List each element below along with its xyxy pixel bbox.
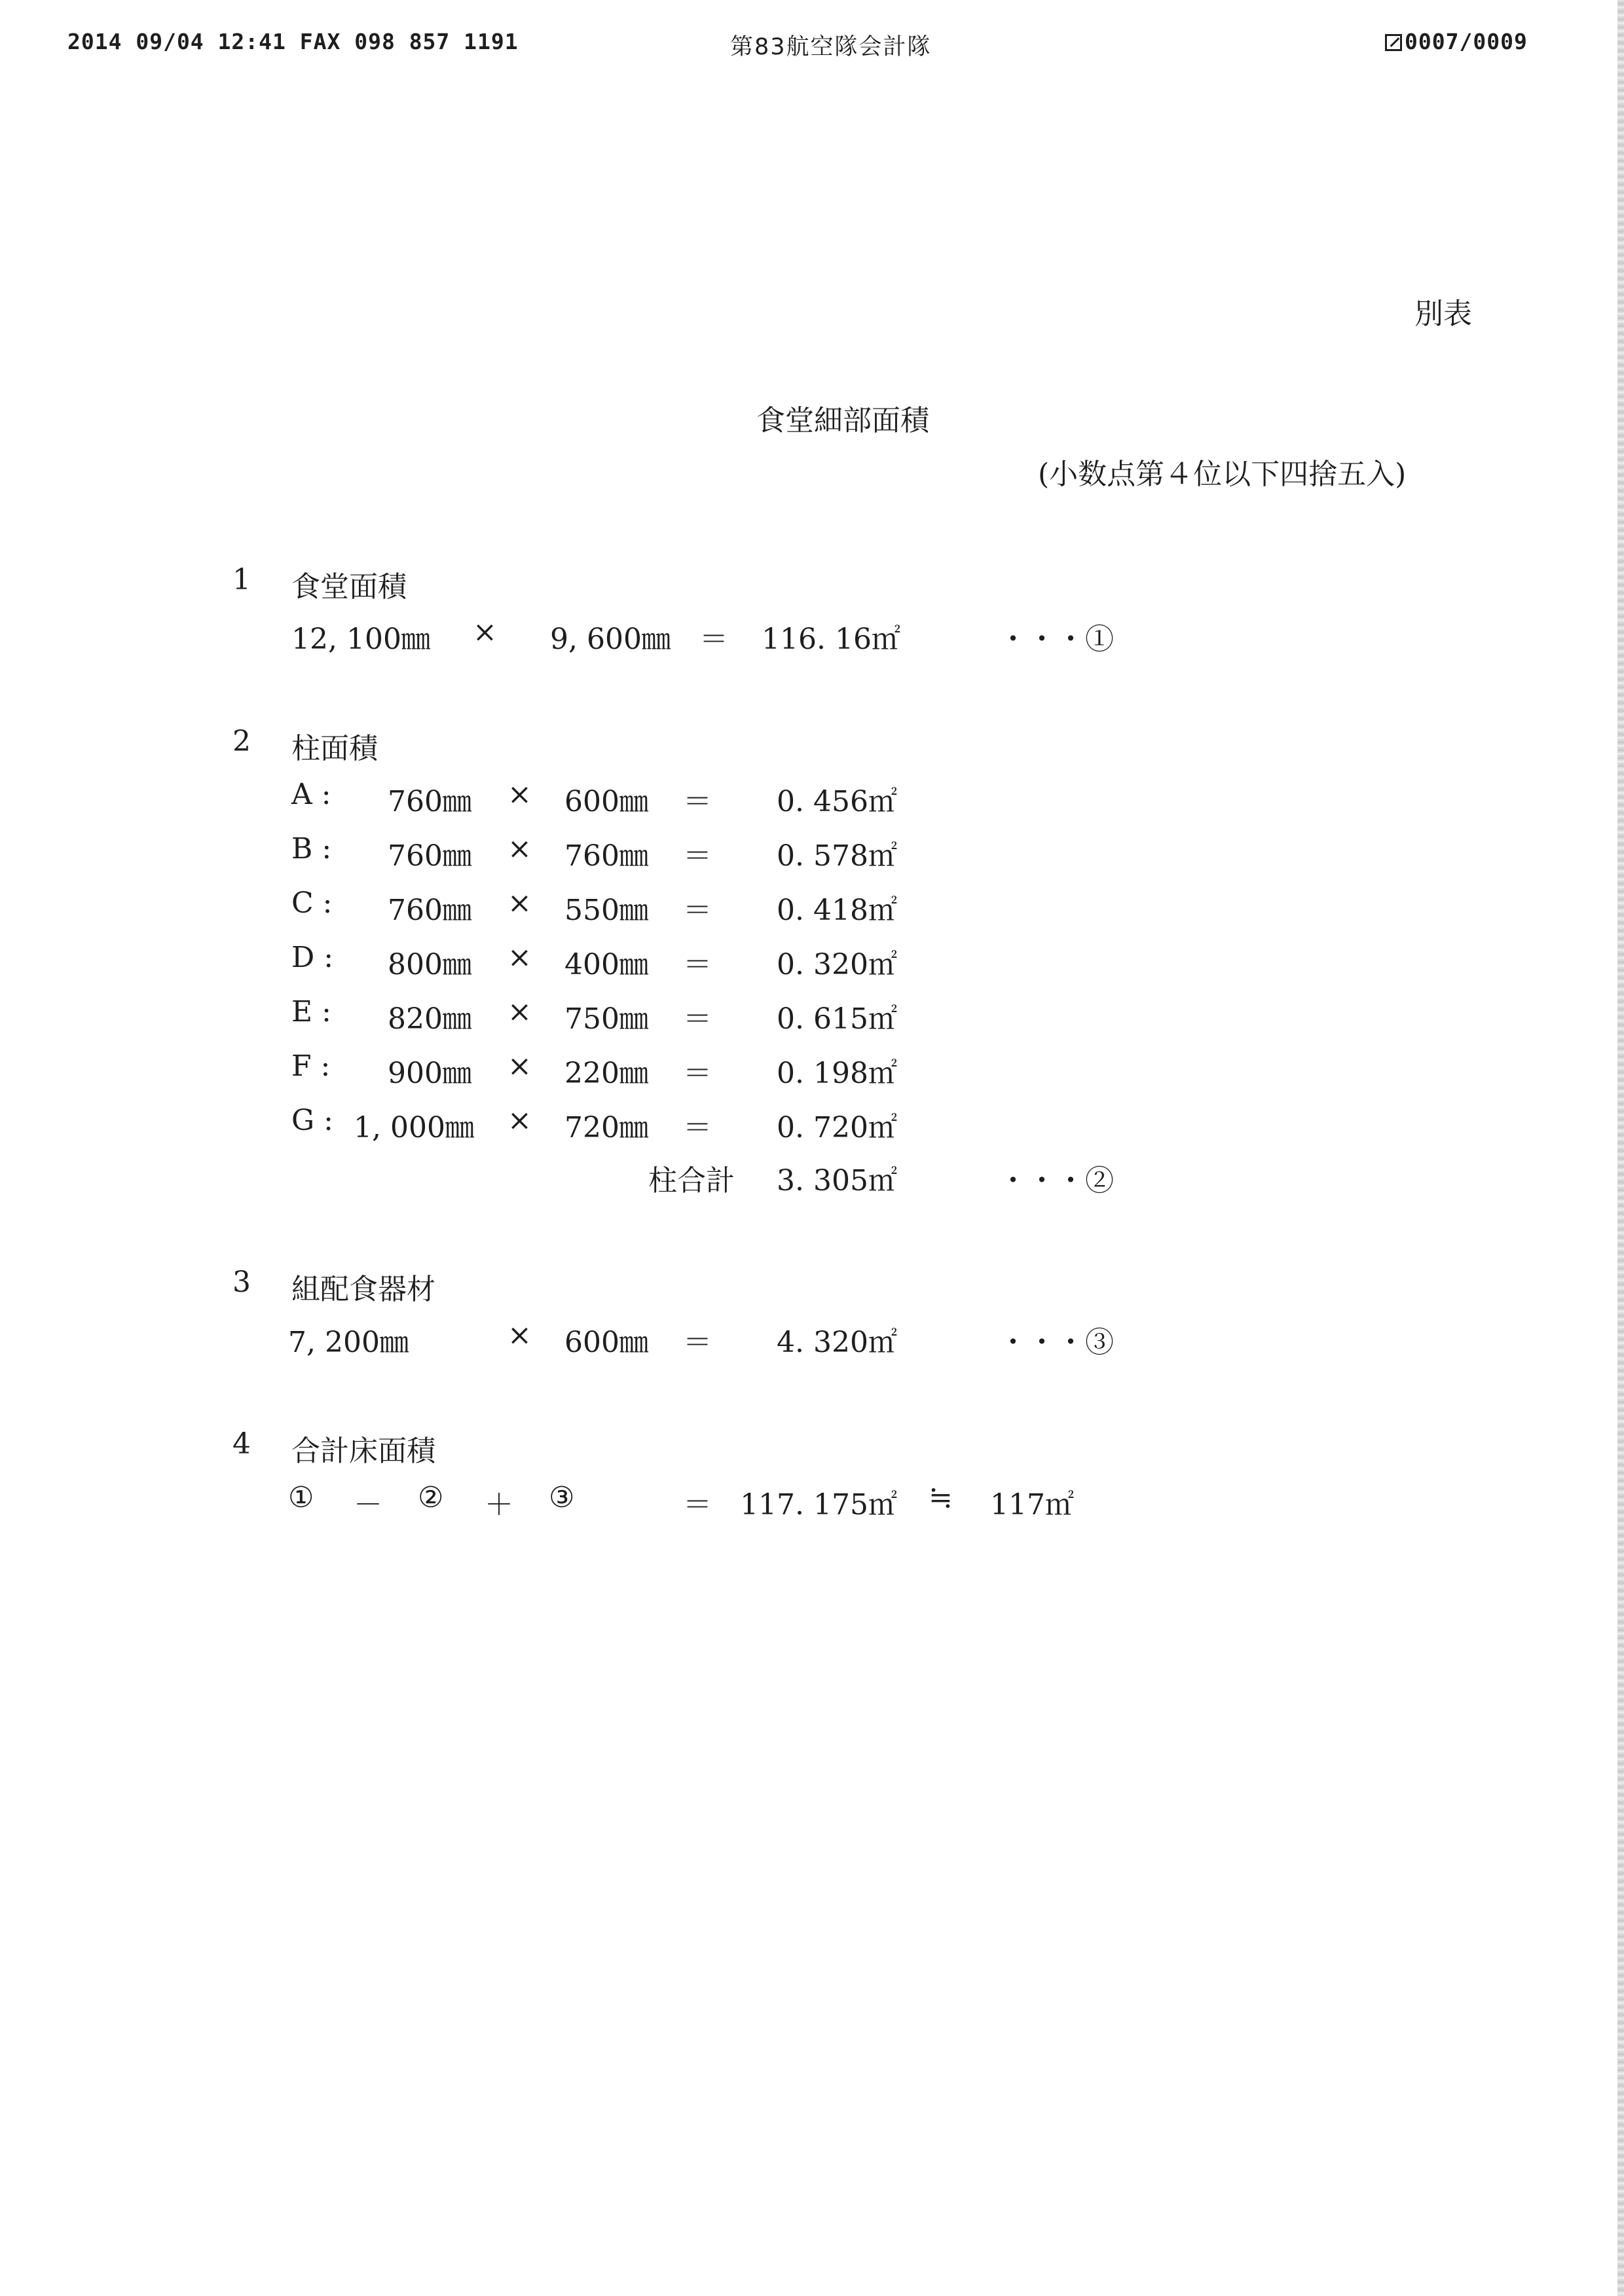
dimension-a: 800㎜ (388, 948, 471, 981)
column-row (0, 886, 1624, 926)
calc-row (0, 615, 1624, 655)
subtotal-value: 3. 305㎡ (777, 1164, 897, 1197)
multiply-sign: × (507, 941, 532, 974)
subtotal-label: 柱合計 (648, 1164, 735, 1197)
appendix-label: 別表 (1414, 297, 1472, 331)
equals-sign: ＝ (683, 839, 712, 873)
dimension-b: 9, 600㎜ (550, 623, 671, 656)
column-row (0, 1104, 1624, 1143)
equals-sign: ＝ (683, 785, 712, 818)
total-value: 117. 175㎡ (740, 1488, 897, 1522)
area-value: 116. 16㎡ (762, 623, 900, 656)
calc-row (0, 1319, 1624, 1358)
section-number: 3 (232, 1266, 251, 1299)
area-value: 0. 456㎡ (777, 785, 897, 818)
section-title: 組配食器材 (291, 1273, 435, 1306)
term-2: ② (418, 1481, 444, 1514)
area-value: 0. 720㎡ (777, 1111, 897, 1144)
dimension-b: 720㎜ (564, 1111, 648, 1144)
equals-sign: ＝ (683, 894, 712, 927)
area-value: 0. 615㎡ (777, 1002, 897, 1036)
column-label: A : (291, 778, 331, 811)
total-formula-row (0, 1481, 1624, 1520)
column-row (0, 832, 1624, 871)
multiply-sign: × (507, 995, 532, 1029)
subtotal-row (0, 1157, 1624, 1196)
term-3: ③ (549, 1481, 575, 1514)
column-label: E : (291, 995, 331, 1029)
dimension-b: 750㎜ (564, 1002, 648, 1036)
section-title: 食堂面積 (291, 570, 407, 604)
minus-sign: － (354, 1488, 382, 1522)
multiply-sign: × (507, 1319, 532, 1352)
column-label: B : (291, 832, 332, 866)
dimension-a: 760㎜ (388, 785, 471, 818)
dimension-a: 820㎜ (388, 1002, 471, 1036)
fax-page-number: 0007/0009 (1405, 29, 1528, 54)
dimension-b: 400㎜ (564, 948, 648, 981)
equals-sign: ＝ (683, 1057, 712, 1090)
equals-sign: ＝ (683, 948, 712, 981)
column-label: F : (291, 1049, 331, 1083)
equals-sign: ＝ (683, 1111, 712, 1144)
column-label: C : (291, 886, 333, 920)
dimension-a: 760㎜ (388, 894, 471, 927)
fax-header-page (1385, 29, 1528, 54)
area-value: 0. 578㎡ (777, 839, 897, 873)
column-row (0, 995, 1624, 1034)
multiply-sign: × (507, 778, 532, 811)
dimension-a: 12, 100㎜ (291, 623, 430, 656)
rounding-note: (小数点第４位以下四捨五入) (1038, 458, 1407, 491)
equals-sign: ＝ (699, 623, 728, 656)
multiply-sign: × (507, 886, 532, 920)
dimension-a: 760㎜ (388, 839, 471, 873)
reference-mark: ・・・① (999, 623, 1114, 656)
section-number: 1 (232, 563, 251, 596)
multiply-sign: × (473, 615, 497, 649)
page-title: 食堂細部面積 (756, 404, 929, 437)
fax-header-sender: 第83航空隊会計隊 (730, 34, 932, 60)
multiply-sign: × (507, 1104, 532, 1137)
dimension-b: 600㎜ (564, 1326, 648, 1359)
dimension-b: 600㎜ (564, 785, 648, 818)
term-1: ① (288, 1481, 314, 1514)
equals-sign: ＝ (683, 1326, 712, 1359)
multiply-sign: × (507, 1049, 532, 1083)
equals-sign: ＝ (683, 1002, 712, 1036)
column-label: G : (291, 1104, 333, 1137)
scan-edge (1617, 0, 1624, 2296)
rounded-total: 117㎡ (990, 1488, 1074, 1522)
dimension-b: 220㎜ (564, 1057, 648, 1090)
section-title: 合計床面積 (291, 1434, 435, 1468)
plus-sign: ＋ (485, 1488, 513, 1522)
area-value: 0. 320㎡ (777, 948, 897, 981)
fax-header-info: 2014 09/04 12:41 FAX 098 857 1191 (67, 29, 519, 54)
approx-sign: ≒ (929, 1481, 953, 1514)
dimension-a: 7, 200㎜ (288, 1326, 409, 1359)
equals-sign: ＝ (683, 1488, 712, 1522)
column-label: D : (291, 941, 334, 974)
column-row (0, 1049, 1624, 1089)
multiply-sign: × (507, 832, 532, 866)
section-title: 柱面積 (291, 732, 378, 765)
area-value: 0. 418㎡ (777, 894, 897, 927)
area-value: 4. 320㎡ (777, 1326, 897, 1359)
area-value: 0. 198㎡ (777, 1057, 897, 1090)
section-number: 2 (232, 725, 251, 758)
fax-page-icon (1385, 34, 1402, 51)
dimension-a: 900㎜ (388, 1057, 471, 1090)
dimension-b: 760㎜ (564, 839, 648, 873)
reference-mark: ・・・③ (999, 1326, 1114, 1359)
column-row (0, 778, 1624, 817)
dimension-b: 550㎜ (564, 894, 648, 927)
dimension-a: 1, 000㎜ (354, 1111, 474, 1144)
column-row (0, 941, 1624, 980)
section-number: 4 (232, 1427, 251, 1461)
reference-mark: ・・・② (999, 1164, 1114, 1197)
